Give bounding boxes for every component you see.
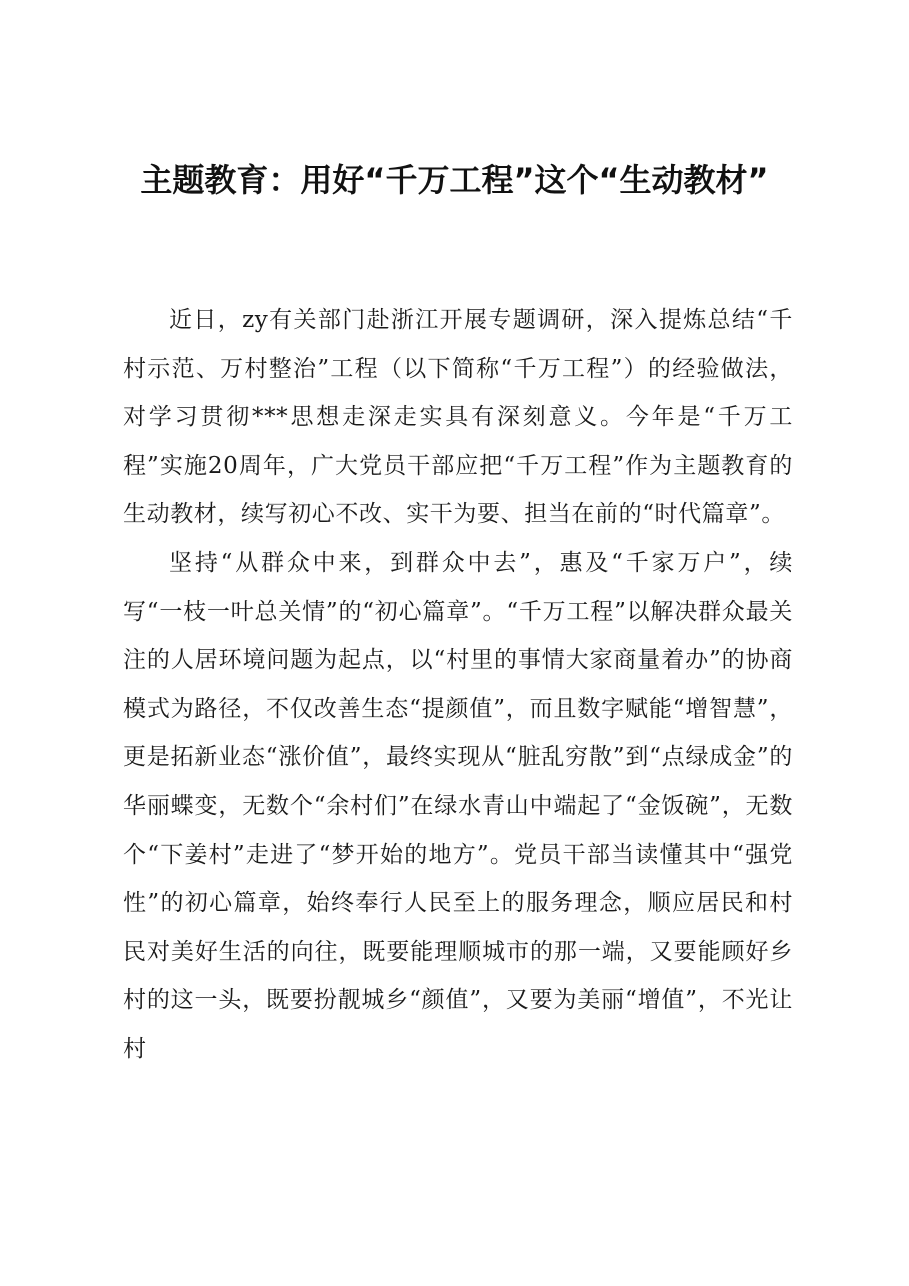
paragraph-1: 近日，zy有关部门赴浙江开展专题调研，深入提炼总结“千村示范、万村整治”工程（以下简称“千万工程”）的经验做法，对学习贯彻***思想走深走实具有深刻意义。今年是“千万工程”实施20周年，广大党员干部应把“千万工程”作为主题教育的生动教材，续写初心不改、实干为要、担当在前的“时代篇章”。 <box>123 307 793 528</box>
document-title: 主题教育：用好“千万工程”这个“生动教材” <box>140 161 769 199</box>
document-body <box>123 296 793 1074</box>
paragraph-2: 坚持“从群众中来，到群众中去”，惠及“千家万户”，续写“一枝一叶总关情”的“初心篇章”。“千万工程”以解决群众最关注的人居环境问题为起点，以“村里的事情大家商量着办”的协商模式为路径，不仅改善生态“提颜值”，而且数字赋能“增智慧”，更是拓新业态“涨价值”，最终实现从“脏乱穷散”到“点绿成金”的华丽蝶变，无数个“余村们”在绿水青山中端起了“金饭碗”，无数个“下姜村”走进了“梦开始的地方”。党员干部当读懂其中“强党性”的初心篇章，始终奉行人民至上的服务理念，顺应居民和村民对美好生活的向往，既要能理顺城市的那一端，又要能顾好乡村的这一头，既要扮靓城乡“颜值”，又要为美丽“增值”，不光让村 <box>123 549 793 1062</box>
